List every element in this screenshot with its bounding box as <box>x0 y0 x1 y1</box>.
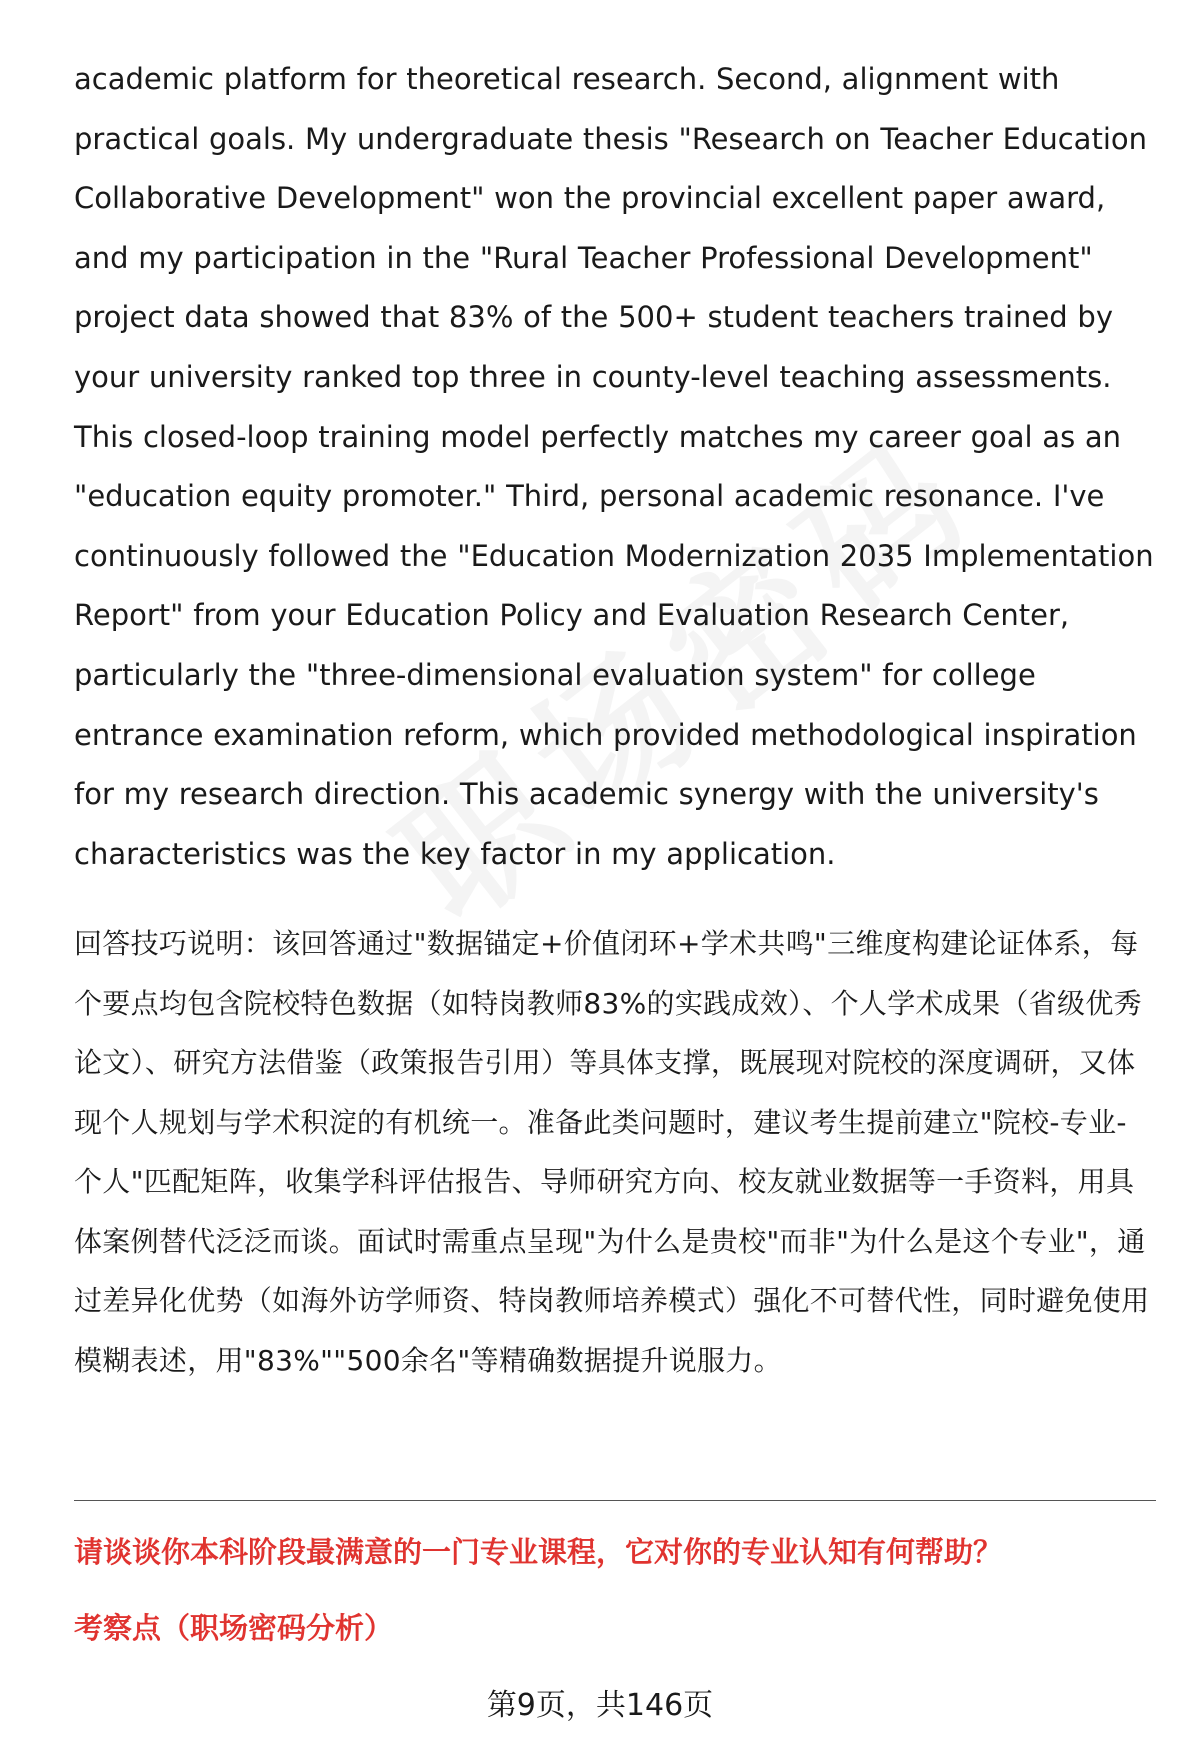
page-body <box>74 50 1154 1390</box>
page-number: 第9页，共146页 <box>486 1688 714 1723</box>
english-paragraph: academic platform for theoretical research. Second, alignment with practical goals. My undergraduate thesis "Research on Teacher Education Collaborative Development" won the provincial excellent paper award, and my participation in the "Rural Teacher Professional Development" project data showed that 83% of the 500+ student teachers trained by your university ranked top three in county-level teaching assessments. This closed-loop training model perfectly matches my career goal as an "education equity promoter." Third, personal academic resonance. I've continuously followed the "Education Modernization 2035 Implementation Report" from your Education Policy and Evaluation Research Center, particularly the "three-dimensional evaluation system" for college entrance examination reform, which provided methodological inspiration for my research direction. This academic synergy with the university's characteristics was the key factor in my application. <box>74 62 1154 871</box>
tips-paragraph: 回答技巧说明：该回答通过"数据锚定+价值闭环+学术共鸣"三维度构建论证体系，每个要点均包含院校特色数据（如特岗教师83%的实践成效）、个人学术成果（省级优秀论文）、研究方法借鉴（政策报告引用）等具体支撑，既展现对院校的深度调研，又体现个人规划与学术积淀的有机统一。准备此类问题时，建议考生提前建立"院校-专业-个人"匹配矩阵，收集学科评估报告、导师研究方向、校友就业数据等一手资料，用具体案例替代泛泛而谈。面试时需重点呈现"为什么是贵校"而非"为什么是这个专业"，通过差异化优势（如海外访学师资、特岗教师培养模式）强化不可替代性，同时避免使用模糊表述，用"83%""500余名"等精确数据提升说服力。 <box>74 927 1150 1377</box>
section-divider <box>74 1500 1156 1501</box>
next-question-heading: 请谈谈你本科阶段最满意的一门专业课程，它对你的专业认知有何帮助？ <box>74 1535 1003 1569</box>
assessment-point-heading: 考察点（职场密码分析） <box>74 1611 394 1645</box>
